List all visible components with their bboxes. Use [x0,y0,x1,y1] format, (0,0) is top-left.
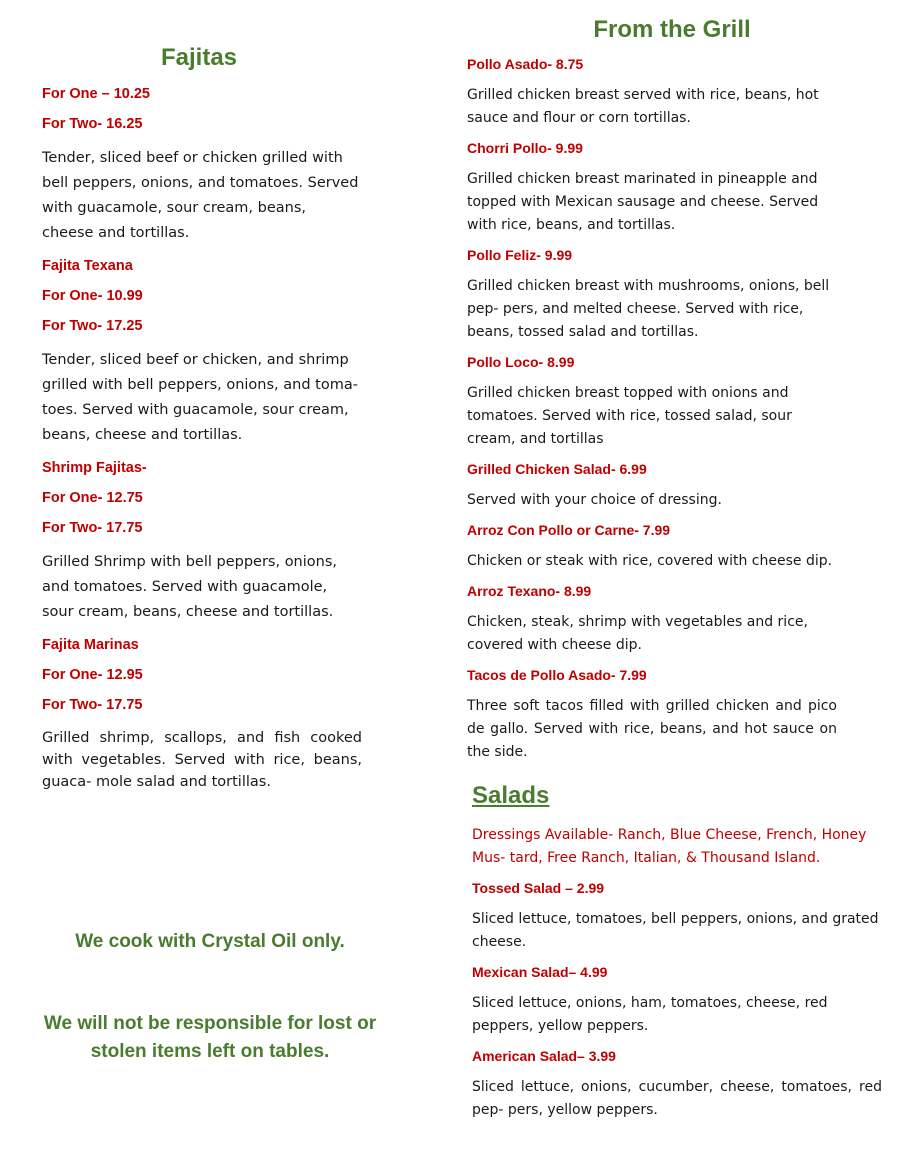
grill-item-name: Pollo Asado- 8.75 [467,56,584,72]
grill-title: From the Grill [593,16,751,43]
grill-column [467,16,837,774]
item-price: For One – 10.25 [42,86,150,102]
salad-item-name: Mexican Salad– 4.99 [472,964,608,980]
item-price: For One- 12.95 [42,667,143,683]
grill-item-description: Three soft tacos filled with grilled chicken and pico de gallo. Served with rice, beans, and hot sauce on the side. [467,698,837,760]
item-name: Fajita Marinas [42,637,139,653]
grill-item-description: Chicken or steak with rice, covered with cheese dip. [467,553,833,569]
grill-item-description: Grilled chicken breast with mushrooms, onions, bell pep- pers, and melted cheese. Served with rice, beans, tossed salad and tortillas. [467,278,830,340]
item-name-text: Fajita Texana [42,258,133,274]
grill-item-name: Arroz Texano- 8.99 [467,583,592,599]
item-name: Shrimp Fajitas- [42,460,147,476]
grill-item-name: Tacos de Pollo Asado- 7.99 [467,667,647,683]
grill-item-name: Chorri Pollo- 9.99 [467,140,583,156]
item-price: For One- 10.99 [42,288,143,304]
grill-item-name: Pollo Feliz- 9.99 [467,247,573,263]
salad-item-name: Tossed Salad – 2.99 [472,880,605,896]
item-price: For Two- 17.75 [42,520,143,536]
item-name [42,258,362,274]
fajitas-title: Fajitas [160,44,238,71]
item-description: Grilled Shrimp with bell peppers, onions, and tomatoes. Served with guacamole, sour cream, beans, cheese and tortillas. [42,554,338,620]
grill-item-description: Grilled chicken breast marinated in pineapple and topped with Mexican sausage and cheese. Served with rice, beans, and tortillas. [467,171,819,233]
salads-title: Salads [472,782,550,809]
dressings-available: Dressings Available- Ranch, Blue Cheese, French, Honey Mus- tard, Free Ranch, Italian, & Thousand Island. [472,827,867,866]
item-price: For Two- 16.25 [42,116,143,132]
grill-item-name: Arroz Con Pollo or Carne- 7.99 [467,522,671,538]
salad-item-description: Sliced lettuce, onions, cucumber, cheese, tomatoes, red pep- pers, yellow peppers. [472,1079,882,1118]
salad-item-name: American Salad– 3.99 [472,1048,616,1064]
item-price: For Two- 17.75 [42,697,143,713]
item-price: For Two- 17.25 [42,318,143,334]
responsibility-notice: We will not be responsible for lost or stolen items left on tables. [43,1013,377,1062]
grill-item-name: Grilled Chicken Salad- 6.99 [467,461,647,477]
grill-item-name: Pollo Loco- 8.99 [467,354,575,370]
grill-item-description: Chicken, steak, shrimp with vegetables and rice, covered with cheese dip. [467,614,808,653]
item-price: For One- 12.75 [42,490,143,506]
grill-item-description: Served with your choice of dressing. [467,492,722,508]
oil-notice: We cook with Crystal Oil only. [75,931,345,952]
fajitas-column [42,44,362,805]
item-description: Tender, sliced beef or chicken, and shrimp grilled with bell peppers, onions, and toma- toes. Served with guacamole, sour cream, beans, cheese and tortillas. [42,352,358,443]
grill-item-description: Grilled chicken breast served with rice, beans, hot sauce and flour or corn tortillas. [467,87,819,126]
salad-item-description: Sliced lettuce, tomatoes, bell peppers, onions, and grated cheese. [472,911,879,950]
salad-item-description: Sliced lettuce, onions, ham, tomatoes, cheese, red peppers, yellow peppers. [472,995,828,1034]
salads-column [472,782,882,1132]
grill-item-description: Grilled chicken breast topped with onions and tomatoes. Served with rice, tossed salad, sour cream, and tortillas [467,385,792,447]
item-description: Grilled shrimp, scallops, and fish cooked with vegetables. Served with rice, beans, guaca- mole salad and tortillas. [42,730,362,790]
item-description: Tender, sliced beef or chicken grilled with bell peppers, onions, and tomatoes. Served with guacamole, sour cream, beans, cheese and tortillas. [42,150,359,241]
